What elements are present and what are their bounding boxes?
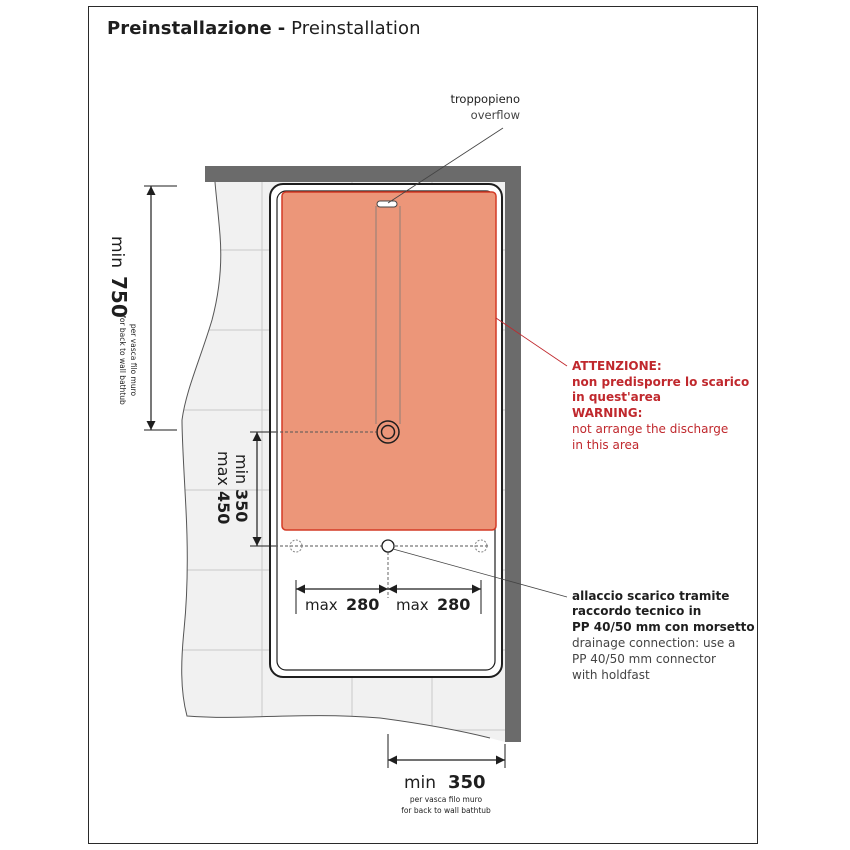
dim-350h-note-it: per vasca filo muro [409,795,483,804]
overflow-label-en: overflow [470,108,520,122]
drain-label-en-3: with holdfast [572,668,650,682]
dim-350h-note-en: for back to wall bathtub [401,806,491,815]
bath-waste-icon [377,421,399,443]
drain-label-it-3: PP 40/50 mm con morsetto [572,620,755,634]
warning-label-it-3: in quest'area [572,390,661,404]
warning-label-en-1: WARNING: [572,406,643,420]
dim-350v-value: 350 [232,489,251,523]
drain-label-en-1: drainage connection: use a [572,636,736,650]
dim-750-note-it: per vasca filo muro [129,323,138,397]
dim-350h-prefix: min [404,773,437,793]
title-italian: Preinstallazione [107,18,272,39]
overflow-label-it: troppopieno [450,92,520,106]
dim-450-value: 450 [214,491,233,525]
drain-label-en-2: PP 40/50 mm connector [572,652,716,666]
dim-750-prefix: min [107,235,127,268]
dim-750-note-en: for back to wall bathtub [118,315,127,405]
title-english: Preinstallation [291,18,421,39]
warning-label-en-2: not arrange the discharge [572,422,729,436]
warning-label-it-2: non predisporre lo scarico [572,375,750,389]
dim-750-value: 750 [107,276,131,318]
dim-280-right-prefix: max [396,596,429,614]
drain-label-it-2: raccordo tecnico in [572,604,702,618]
forbidden-area [282,192,496,530]
overflow-slot [377,201,397,207]
dim-350v-prefix: min [232,454,251,485]
dimension-min-750 [144,186,177,430]
warning-label-en-3: in this area [572,438,640,452]
title-separator: - [277,18,286,39]
dim-280-left-value: 280 [346,595,380,614]
drain-position-center [382,540,394,552]
dim-280-right-value: 280 [437,595,471,614]
dim-450-prefix: max [214,451,233,486]
drain-label-it-1: allaccio scarico tramite [572,589,730,603]
dimension-min-350-wall [388,734,505,768]
dim-280-left-prefix: max [305,596,338,614]
warning-label-it-1: ATTENZIONE: [572,359,662,373]
dim-350h-value: 350 [448,772,486,793]
